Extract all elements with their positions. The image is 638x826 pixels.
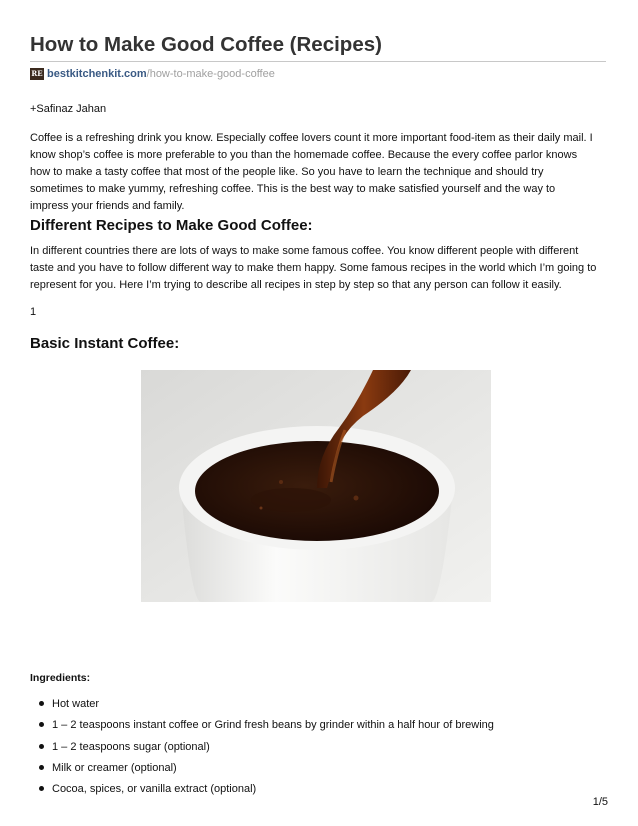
intro-line: impress your friends and family. bbox=[30, 200, 185, 212]
source-line bbox=[30, 67, 275, 81]
page-number: 1/5 bbox=[592, 796, 608, 808]
source-domain-link[interactable]: bestkitchenkit.com bbox=[47, 68, 147, 80]
list-item bbox=[30, 761, 494, 782]
recipe-heading: Basic Instant Coffee: bbox=[30, 335, 180, 352]
section-line: taste and you have to follow different way to make them happy. Some famous recipes in the world which I’m going to bbox=[30, 262, 597, 274]
ingredient-text: Cocoa, spices, or vanilla extract (optional) bbox=[52, 783, 257, 796]
bullet-icon bbox=[39, 765, 44, 770]
intro-line: know shop’s coffee is more preferable to you than the homemade coffee. Because the every coffee parlor knows bbox=[30, 149, 578, 161]
bullet-icon bbox=[39, 722, 44, 727]
ingredient-text: 1 – 2 teaspoons sugar (optional) bbox=[52, 740, 210, 753]
list-item bbox=[30, 718, 494, 739]
ingredient-text: Hot water bbox=[52, 698, 100, 710]
bullet-icon bbox=[39, 701, 44, 706]
coffee-cup-photo bbox=[141, 370, 491, 602]
section-line: represent for you. Here I’m trying to describe all recipes in step by step so that any person can follow it easily. bbox=[30, 279, 562, 291]
intro-line: sometimes to make yummy, refreshing coffee. This is the best way to make satisfied yourself and the way to bbox=[30, 183, 556, 195]
source-path: /how-to-make-good-coffee bbox=[146, 68, 275, 80]
intro-line: Coffee is a refreshing drink you know. Especially coffee lovers count it more important food-item as their daily mail. I bbox=[30, 132, 593, 144]
bullet-icon bbox=[39, 744, 44, 749]
list-item bbox=[30, 782, 494, 803]
ingredient-text: Milk or creamer (optional) bbox=[52, 761, 177, 774]
ingredient-text: 1 – 2 teaspoons instant coffee or Grind fresh beans by grinder within a half hour of brewing bbox=[52, 719, 494, 732]
author-byline[interactable]: +Safinaz Jahan bbox=[30, 103, 107, 115]
recipe-number: 1 bbox=[30, 306, 37, 318]
section-heading: Different Recipes to Make Good Coffee: bbox=[30, 217, 313, 234]
intro-paragraph bbox=[30, 130, 593, 215]
ingredients-list bbox=[30, 697, 494, 803]
page-title: How to Make Good Coffee (Recipes) bbox=[30, 33, 382, 56]
list-item bbox=[30, 697, 494, 718]
title-divider bbox=[30, 61, 606, 62]
section-line: In different countries there are lots of ways to make some famous coffee. You know different people with different bbox=[30, 245, 579, 257]
list-item bbox=[30, 740, 494, 761]
section-paragraph bbox=[30, 243, 596, 294]
ingredients-label: Ingredients: bbox=[30, 672, 91, 684]
site-favicon-icon: RE bbox=[31, 69, 43, 78]
bullet-icon bbox=[39, 786, 44, 791]
intro-line: how to make a tasty coffee that most of the people like. So you have to learn the technique and should try bbox=[30, 166, 544, 178]
